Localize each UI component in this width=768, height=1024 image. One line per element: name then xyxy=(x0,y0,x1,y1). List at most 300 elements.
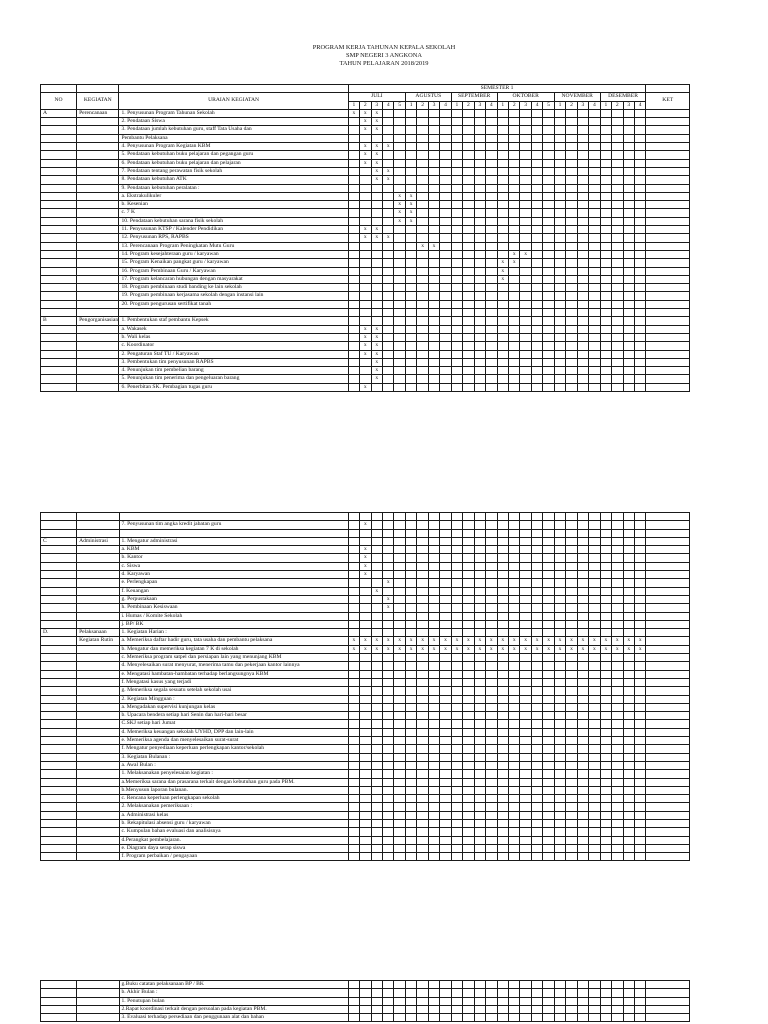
ket-cell xyxy=(646,695,690,703)
schedule-cell xyxy=(508,184,519,192)
schedule-cell xyxy=(600,234,611,242)
schedule-cell xyxy=(440,687,451,695)
schedule-mark: x xyxy=(360,383,371,391)
activity-category xyxy=(77,383,119,391)
schedule-cell xyxy=(428,737,439,745)
schedule-cell xyxy=(486,687,497,695)
schedule-cell xyxy=(623,720,634,728)
schedule-cell xyxy=(577,828,588,836)
schedule-cell xyxy=(474,836,485,844)
schedule-cell xyxy=(520,853,531,861)
schedule-cell xyxy=(520,217,531,225)
table-row xyxy=(41,745,690,753)
schedule-cell xyxy=(428,209,439,217)
schedule-cell xyxy=(509,620,520,628)
schedule-cell xyxy=(451,109,462,117)
schedule-cell xyxy=(417,350,428,358)
schedule-cell xyxy=(509,761,520,769)
schedule-cell xyxy=(474,853,485,861)
activity-description: Pembantu Pelaksana xyxy=(119,134,348,142)
schedule-cell xyxy=(486,695,497,703)
schedule-cell xyxy=(508,167,519,175)
schedule-cell xyxy=(463,753,474,761)
schedule-cell xyxy=(554,997,565,1005)
schedule-cell xyxy=(348,383,359,391)
ket-cell xyxy=(646,786,690,794)
schedule-cell xyxy=(531,595,542,603)
schedule-cell xyxy=(371,612,382,620)
schedule-cell xyxy=(566,118,577,126)
schedule-cell xyxy=(520,201,531,209)
schedule-cell xyxy=(440,192,451,200)
schedule-mark: x xyxy=(428,242,439,250)
schedule-cell xyxy=(394,853,405,861)
table-row xyxy=(41,629,690,637)
schedule-cell xyxy=(554,695,565,703)
schedule-cell xyxy=(405,989,416,997)
ket-cell xyxy=(646,997,690,1005)
schedule-cell xyxy=(623,109,634,117)
schedule-cell xyxy=(417,358,428,366)
schedule-cell xyxy=(543,703,554,711)
schedule-cell xyxy=(566,126,577,134)
schedule-cell xyxy=(417,521,428,529)
schedule-cell xyxy=(623,670,634,678)
schedule-cell xyxy=(497,670,508,678)
schedule-cell xyxy=(509,778,520,786)
schedule-cell xyxy=(634,167,645,175)
schedule-cell xyxy=(463,151,474,159)
schedule-cell xyxy=(612,513,623,521)
schedule-cell xyxy=(623,620,634,628)
schedule-cell xyxy=(417,571,428,579)
schedule-cell xyxy=(497,1014,508,1022)
week-number: 1 xyxy=(497,101,508,109)
schedule-cell xyxy=(383,778,394,786)
schedule-cell xyxy=(577,513,588,521)
schedule-cell xyxy=(360,828,371,836)
schedule-cell xyxy=(623,167,634,175)
schedule-cell xyxy=(463,803,474,811)
schedule-cell xyxy=(486,350,497,358)
table-row xyxy=(41,267,690,275)
schedule-cell xyxy=(589,217,600,225)
schedule-cell xyxy=(405,620,416,628)
schedule-cell xyxy=(566,853,577,861)
schedule-cell xyxy=(360,761,371,769)
schedule-cell xyxy=(417,778,428,786)
schedule-cell xyxy=(440,309,451,317)
schedule-mark: x xyxy=(394,192,405,200)
schedule-cell xyxy=(486,795,497,803)
schedule-cell xyxy=(463,300,474,308)
schedule-cell xyxy=(428,819,439,827)
ket-cell xyxy=(646,687,690,695)
schedule-cell xyxy=(600,670,611,678)
schedule-table-page-1 xyxy=(40,84,690,392)
schedule-cell xyxy=(589,595,600,603)
schedule-cell xyxy=(509,529,520,537)
schedule-cell xyxy=(589,803,600,811)
ket-cell xyxy=(646,562,690,570)
ket-cell xyxy=(646,184,690,192)
ket-cell xyxy=(646,134,690,142)
table-row xyxy=(41,587,690,595)
schedule-cell xyxy=(612,761,623,769)
schedule-cell xyxy=(360,595,371,603)
schedule-cell xyxy=(600,118,611,126)
schedule-cell xyxy=(486,1005,497,1013)
schedule-cell xyxy=(417,811,428,819)
schedule-cell xyxy=(612,325,623,333)
schedule-cell xyxy=(371,997,382,1005)
table-row xyxy=(41,358,690,366)
schedule-cell xyxy=(520,803,531,811)
schedule-cell xyxy=(451,350,462,358)
schedule-mark: x xyxy=(428,645,439,653)
schedule-cell xyxy=(463,786,474,794)
schedule-cell xyxy=(497,159,508,167)
schedule-cell xyxy=(554,317,565,325)
schedule-cell xyxy=(417,259,428,267)
schedule-cell xyxy=(612,654,623,662)
row-number xyxy=(41,720,77,728)
schedule-cell xyxy=(463,981,474,989)
schedule-cell xyxy=(543,259,554,267)
schedule-cell xyxy=(360,513,371,521)
schedule-cell xyxy=(634,1005,645,1013)
ket-cell xyxy=(646,383,690,391)
schedule-cell xyxy=(543,209,554,217)
schedule-cell xyxy=(348,242,359,250)
schedule-cell xyxy=(577,143,588,151)
schedule-cell xyxy=(463,828,474,836)
schedule-cell xyxy=(463,579,474,587)
schedule-cell xyxy=(417,375,428,383)
schedule-cell xyxy=(428,695,439,703)
schedule-cell xyxy=(486,259,497,267)
schedule-cell xyxy=(428,284,439,292)
schedule-cell xyxy=(428,375,439,383)
schedule-cell xyxy=(360,753,371,761)
schedule-cell xyxy=(634,703,645,711)
schedule-cell xyxy=(371,811,382,819)
schedule-cell xyxy=(577,836,588,844)
schedule-cell xyxy=(463,703,474,711)
schedule-cell xyxy=(360,275,371,283)
schedule-mark: x xyxy=(417,242,428,250)
schedule-cell xyxy=(348,712,359,720)
schedule-cell xyxy=(566,109,577,117)
schedule-cell xyxy=(543,562,554,570)
schedule-mark: x xyxy=(383,143,394,151)
schedule-cell xyxy=(440,537,451,545)
schedule-cell xyxy=(348,687,359,695)
schedule-cell xyxy=(383,712,394,720)
schedule-cell xyxy=(554,604,565,612)
schedule-cell xyxy=(348,678,359,686)
schedule-cell xyxy=(371,217,382,225)
schedule-cell xyxy=(440,1014,451,1022)
schedule-cell xyxy=(486,159,497,167)
schedule-cell xyxy=(383,529,394,537)
schedule-cell xyxy=(383,670,394,678)
activity-description: 20. Program pengurusan sertifikat tanah xyxy=(119,300,348,308)
ket-cell xyxy=(646,795,690,803)
schedule-cell xyxy=(405,226,416,234)
schedule-cell xyxy=(440,226,451,234)
schedule-cell xyxy=(463,761,474,769)
schedule-cell xyxy=(520,242,531,250)
schedule-cell xyxy=(509,595,520,603)
schedule-cell xyxy=(348,151,359,159)
schedule-cell xyxy=(497,745,508,753)
table-row xyxy=(41,844,690,852)
activity-description: 1. Melaksanakan penyelesaian kegiatan : xyxy=(119,770,348,778)
schedule-cell xyxy=(417,678,428,686)
activity-category xyxy=(77,853,119,861)
schedule-cell xyxy=(394,292,405,300)
schedule-cell xyxy=(360,587,371,595)
activity-description: b. Kesenian xyxy=(119,201,348,209)
schedule-cell xyxy=(589,109,600,117)
ket-cell xyxy=(646,375,690,383)
row-number xyxy=(41,259,77,267)
schedule-cell xyxy=(463,537,474,545)
schedule-cell xyxy=(360,612,371,620)
schedule-cell xyxy=(634,786,645,794)
schedule-cell xyxy=(463,383,474,391)
schedule-cell xyxy=(543,997,554,1005)
schedule-cell xyxy=(566,317,577,325)
ket-cell xyxy=(646,745,690,753)
schedule-cell xyxy=(589,546,600,554)
schedule-cell xyxy=(577,275,588,283)
activity-description: g.Buku catatan pelaksanaan BP / BK xyxy=(119,981,348,989)
schedule-mark: x xyxy=(383,176,394,184)
schedule-cell xyxy=(440,703,451,711)
schedule-cell xyxy=(600,703,611,711)
schedule-cell xyxy=(405,234,416,242)
schedule-cell xyxy=(360,604,371,612)
schedule-cell xyxy=(394,654,405,662)
schedule-cell xyxy=(497,292,508,300)
schedule-cell xyxy=(463,836,474,844)
schedule-cell xyxy=(543,981,554,989)
schedule-cell xyxy=(360,300,371,308)
schedule-cell xyxy=(531,275,542,283)
schedule-cell xyxy=(566,579,577,587)
activity-description: 8. Pendataan kebutuhan ATK xyxy=(119,176,348,184)
schedule-cell xyxy=(577,350,588,358)
schedule-cell xyxy=(634,226,645,234)
schedule-cell xyxy=(600,217,611,225)
schedule-cell xyxy=(440,853,451,861)
activity-description: 5. Pendataan kebutuhan buku pelajaran dan pegangan guru xyxy=(119,151,348,159)
week-number: 4 xyxy=(531,101,542,109)
schedule-cell xyxy=(440,342,451,350)
schedule-cell xyxy=(634,844,645,852)
ket-cell xyxy=(646,612,690,620)
schedule-cell xyxy=(463,662,474,670)
schedule-cell xyxy=(577,383,588,391)
schedule-cell xyxy=(440,109,451,117)
schedule-cell xyxy=(577,786,588,794)
schedule-mark: x xyxy=(394,209,405,217)
schedule-cell xyxy=(383,612,394,620)
schedule-cell xyxy=(405,259,416,267)
schedule-mark: x xyxy=(577,645,588,653)
schedule-cell xyxy=(463,325,474,333)
schedule-cell xyxy=(566,192,577,200)
schedule-cell xyxy=(554,109,565,117)
schedule-cell xyxy=(543,275,554,283)
table-row xyxy=(41,325,690,333)
week-number: 3 xyxy=(371,101,382,109)
schedule-mark: x xyxy=(360,226,371,234)
schedule-cell xyxy=(634,604,645,612)
schedule-cell xyxy=(360,836,371,844)
schedule-cell xyxy=(612,795,623,803)
schedule-cell xyxy=(566,844,577,852)
activity-description: g. Perpustakaan xyxy=(119,595,348,603)
schedule-cell xyxy=(600,981,611,989)
activity-category xyxy=(77,687,119,695)
schedule-cell xyxy=(508,226,519,234)
schedule-cell xyxy=(405,828,416,836)
schedule-cell xyxy=(554,513,565,521)
schedule-cell xyxy=(486,234,497,242)
schedule-cell xyxy=(612,275,623,283)
schedule-mark: x xyxy=(405,645,416,653)
schedule-cell xyxy=(383,350,394,358)
schedule-cell xyxy=(634,192,645,200)
schedule-cell xyxy=(417,803,428,811)
schedule-cell xyxy=(463,571,474,579)
row-number xyxy=(41,562,77,570)
schedule-mark: x xyxy=(360,645,371,653)
activity-category xyxy=(77,803,119,811)
schedule-cell xyxy=(474,367,485,375)
schedule-cell xyxy=(612,720,623,728)
schedule-cell xyxy=(600,250,611,258)
activity-category xyxy=(77,728,119,736)
schedule-cell xyxy=(600,284,611,292)
schedule-cell xyxy=(543,620,554,628)
table-row xyxy=(41,778,690,786)
activity-description: 4. Penunjukan tim pembelian barang xyxy=(119,367,348,375)
schedule-cell xyxy=(634,554,645,562)
schedule-cell xyxy=(520,259,531,267)
schedule-cell xyxy=(428,529,439,537)
row-number xyxy=(41,209,77,217)
schedule-cell xyxy=(509,604,520,612)
schedule-cell xyxy=(463,284,474,292)
schedule-mark: x xyxy=(486,637,497,645)
schedule-cell xyxy=(440,571,451,579)
schedule-cell xyxy=(531,587,542,595)
schedule-cell xyxy=(634,176,645,184)
schedule-cell xyxy=(589,737,600,745)
schedule-cell xyxy=(520,612,531,620)
schedule-cell xyxy=(405,317,416,325)
schedule-cell xyxy=(543,151,554,159)
schedule-cell xyxy=(634,795,645,803)
schedule-cell xyxy=(371,670,382,678)
schedule-cell xyxy=(383,217,394,225)
schedule-cell xyxy=(417,267,428,275)
schedule-cell xyxy=(486,537,497,545)
schedule-cell xyxy=(474,989,485,997)
schedule-cell xyxy=(497,201,508,209)
schedule-cell xyxy=(383,537,394,545)
schedule-cell xyxy=(589,209,600,217)
schedule-cell xyxy=(440,803,451,811)
schedule-cell xyxy=(508,109,519,117)
schedule-cell xyxy=(486,579,497,587)
schedule-cell xyxy=(417,612,428,620)
schedule-cell xyxy=(428,745,439,753)
schedule-cell xyxy=(440,770,451,778)
schedule-cell xyxy=(394,770,405,778)
schedule-cell xyxy=(440,620,451,628)
month-header: DESEMBER xyxy=(600,93,646,101)
activity-description: a. Awal Bulan : xyxy=(119,761,348,769)
schedule-cell xyxy=(589,367,600,375)
schedule-cell xyxy=(486,250,497,258)
schedule-cell xyxy=(623,612,634,620)
table-row xyxy=(41,753,690,761)
schedule-cell xyxy=(486,629,497,637)
schedule-cell xyxy=(486,126,497,134)
schedule-cell xyxy=(428,118,439,126)
schedule-cell xyxy=(600,687,611,695)
schedule-cell xyxy=(589,292,600,300)
schedule-cell xyxy=(508,284,519,292)
schedule-cell xyxy=(554,292,565,300)
schedule-cell xyxy=(531,333,542,341)
schedule-cell xyxy=(554,981,565,989)
schedule-cell xyxy=(612,1014,623,1022)
row-number xyxy=(41,989,77,997)
schedule-cell xyxy=(634,811,645,819)
schedule-cell xyxy=(600,317,611,325)
schedule-cell xyxy=(451,654,462,662)
ket-cell xyxy=(646,284,690,292)
schedule-cell xyxy=(509,745,520,753)
schedule-cell xyxy=(566,521,577,529)
schedule-cell xyxy=(531,670,542,678)
schedule-cell xyxy=(463,267,474,275)
schedule-cell xyxy=(554,753,565,761)
schedule-cell xyxy=(383,1005,394,1013)
schedule-cell xyxy=(543,529,554,537)
table-row xyxy=(41,367,690,375)
schedule-mark: x xyxy=(360,126,371,134)
schedule-cell xyxy=(566,745,577,753)
schedule-cell xyxy=(474,786,485,794)
activity-category xyxy=(77,118,119,126)
schedule-cell xyxy=(394,350,405,358)
schedule-cell xyxy=(497,242,508,250)
schedule-cell xyxy=(474,151,485,159)
schedule-cell xyxy=(531,770,542,778)
schedule-cell xyxy=(509,521,520,529)
schedule-cell xyxy=(371,292,382,300)
schedule-cell xyxy=(543,737,554,745)
schedule-cell xyxy=(463,819,474,827)
schedule-cell xyxy=(566,151,577,159)
